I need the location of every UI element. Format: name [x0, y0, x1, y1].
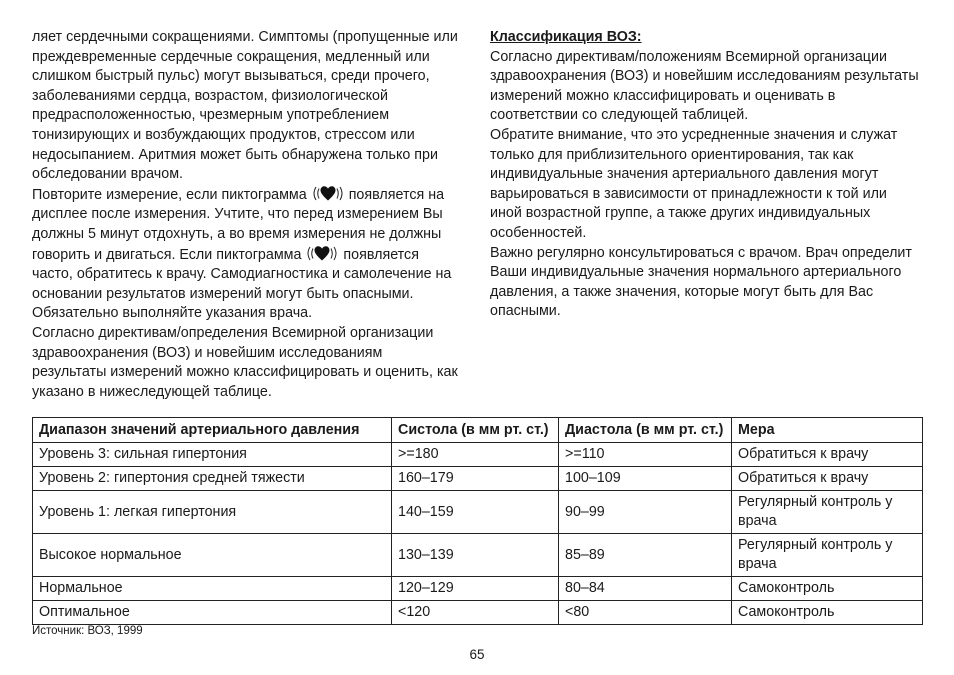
table-cell: 90–99 — [559, 491, 732, 534]
table-cell: Высокое нормальное — [33, 534, 392, 577]
table-cell: Уровень 2: гипертония средней тяжести — [33, 467, 392, 491]
right-column — [490, 28, 922, 322]
table-row — [33, 601, 923, 625]
table-cell: Оптимальное — [33, 601, 392, 625]
paragraph-repeat-measurement — [32, 185, 460, 324]
paragraph-arrhythmia: ляет сердечными сокращениями. Симптомы (пропущенные или преждевременные сердечные сокращения, медленный или слишком быстрый пульс) могут вызываться, среди прочего, заболеваниями сердца, возрастом, физиологической предрасположенностью, чрезмерным употреблением тонизирующих и возбуждающих продуктов, стрессом или недосыпанием. Аритмия может быть обнаружена только при обследовании врачом. — [32, 29, 458, 183]
table-cell: 80–84 — [559, 577, 732, 601]
blood-pressure-table — [32, 417, 923, 625]
table-cell: Нормальное — [33, 577, 392, 601]
table-cell: 160–179 — [392, 467, 559, 491]
paragraph-who-classification: Согласно директивам/положениям Всемирной организации здравоохранения (ВОЗ) и новейшим исследованиям результаты измерений можно классифицировать и оценивать в соответствии со следующей таблицей. — [490, 48, 919, 124]
text-segment: Повторите измерение, если пиктограмма — [32, 186, 307, 203]
table-cell: 130–139 — [392, 534, 559, 577]
left-column — [32, 28, 460, 402]
table-cell: >=180 — [392, 443, 559, 467]
table-row — [33, 491, 923, 534]
table-cell: 120–129 — [392, 577, 559, 601]
table-cell: Обратиться к врачу — [732, 443, 923, 467]
heart-pulse-icon — [311, 185, 345, 202]
table-cell: Регулярный контроль у врача — [732, 534, 923, 577]
table-cell: <80 — [559, 601, 732, 625]
table-cell: 140–159 — [392, 491, 559, 534]
table-row — [33, 443, 923, 467]
source-note: Источник: ВОЗ, 1999 — [32, 625, 143, 637]
table-cell: 85–89 — [559, 534, 732, 577]
column-header: Диастола (в мм рт. ст.) — [559, 418, 732, 443]
table-cell: Уровень 1: легкая гипертония — [33, 491, 392, 534]
section-heading: Классификация ВОЗ: — [490, 29, 642, 45]
page-number: 65 — [469, 647, 485, 662]
paragraph-note: Обратите внимание, что это усредненные значения и служат только для приблизительного ориентирования, так как индивидуальные значения артериального давления могут варьироваться в зависимости от принадлежности к той или иной возрастной группе, а также других индивидуальных особенностей. — [490, 126, 898, 241]
table-row — [33, 534, 923, 577]
table-row — [33, 467, 923, 491]
text-segment: появляется часто, обратитесь к врачу. Самодиагностика и самолечение на основании результатов измерений могут быть опасными. Обязательно выполняйте указания врача. — [32, 246, 452, 322]
table-header-row — [33, 418, 923, 443]
table-cell: Самоконтроль — [732, 577, 923, 601]
table-cell: 100–109 — [559, 467, 732, 491]
paragraph-consult-doctor: Важно регулярно консультироваться с врачом. Врач определит Ваши индивидуальные значения нормального артериального давления, а также значения, которые могут быть для Вас опасными. — [490, 244, 912, 320]
column-header: Диапазон значений артериального давления — [33, 418, 392, 443]
table-cell: <120 — [392, 601, 559, 625]
heart-pulse-icon — [305, 245, 339, 262]
text-segment: появляется на дисплее после измерения. Учтите, что перед измерением Вы должны 5 минут отдохнуть, а во время измерения не должны говорить и двигаться. Если пиктограмма — [32, 186, 445, 263]
table-cell: Уровень 3: сильная гипертония — [33, 443, 392, 467]
table-cell: Самоконтроль — [732, 601, 923, 625]
table-cell: Обратиться к врачу — [732, 467, 923, 491]
column-header: Систола (в мм рт. ст.) — [392, 418, 559, 443]
paragraph-who-intro: Согласно директивам/определения Всемирной организации здравоохранения (ВОЗ) и новейшим исследованиям результаты измерений можно классифицировать и оценить, как указано в нижеследующей таблице. — [32, 324, 458, 400]
table-cell: >=110 — [559, 443, 732, 467]
table-cell: Регулярный контроль у врача — [732, 491, 923, 534]
table-row — [33, 577, 923, 601]
column-header: Мера — [732, 418, 923, 443]
